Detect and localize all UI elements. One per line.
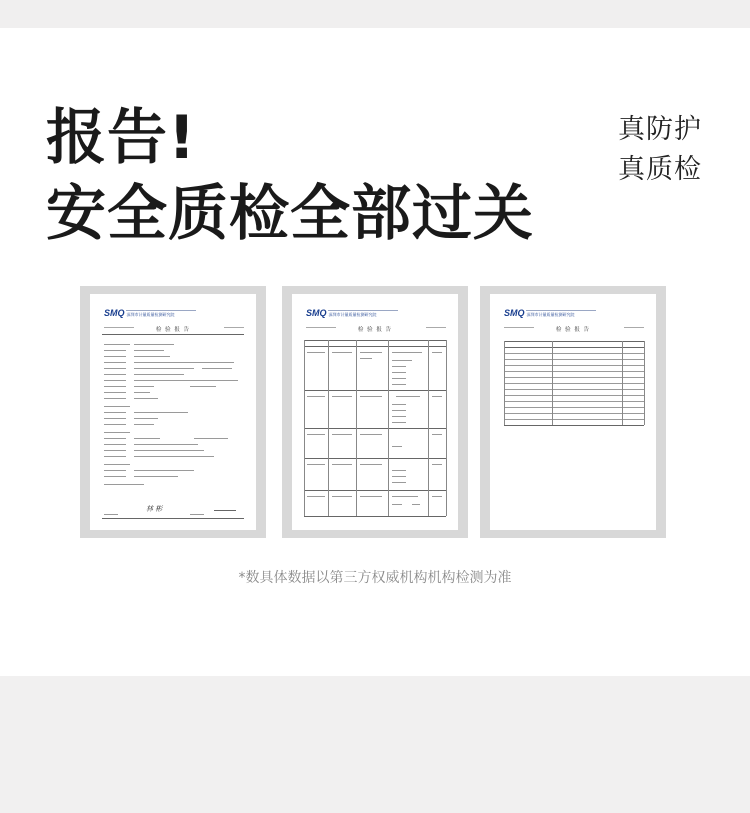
report-card bbox=[80, 286, 266, 538]
page-number bbox=[624, 327, 644, 328]
page-number bbox=[224, 327, 244, 328]
smq-logo: SMQ bbox=[306, 308, 327, 318]
report-card bbox=[282, 286, 468, 538]
institute-name: 深圳市计量质量检测研究院 bbox=[328, 312, 377, 317]
headline bbox=[46, 100, 534, 252]
institute-subline bbox=[126, 310, 196, 311]
side-tag: 真质检 bbox=[618, 154, 702, 185]
report-title: 检 验 报 告 bbox=[555, 327, 591, 333]
bottom-band bbox=[0, 676, 750, 813]
report-title: 检 验 报 告 bbox=[357, 327, 393, 333]
institute-name: 深圳市计量质量检测研究院 bbox=[526, 312, 575, 317]
smq-logo: SMQ bbox=[504, 308, 525, 318]
report-card bbox=[480, 286, 666, 538]
divider bbox=[102, 334, 244, 335]
signature-scribble bbox=[214, 510, 236, 511]
disclaimer-caption: *数具体数据以第三方权威机构机构检测为准 bbox=[238, 570, 512, 586]
report-header bbox=[504, 301, 644, 318]
institute-subline bbox=[526, 310, 596, 311]
side-tag: 真防护 bbox=[618, 114, 702, 145]
institute-name: 深圳市计量质量检测研究院 bbox=[126, 312, 175, 317]
signature: 林 彬 bbox=[146, 505, 163, 513]
report-page bbox=[490, 294, 656, 530]
report-title: 检 验 报 告 bbox=[155, 327, 191, 333]
institute-subline bbox=[328, 310, 398, 311]
top-band bbox=[0, 0, 750, 28]
signature-divider bbox=[102, 518, 244, 519]
report-page bbox=[292, 294, 458, 530]
side-tags bbox=[618, 110, 702, 190]
report-header bbox=[306, 301, 446, 318]
report-page bbox=[90, 294, 256, 530]
report-header bbox=[104, 301, 244, 318]
headline-line-2: 安全质检全部过关 bbox=[46, 179, 534, 249]
signature-label bbox=[104, 514, 118, 515]
smq-logo: SMQ bbox=[104, 308, 125, 318]
page-number bbox=[426, 327, 446, 328]
headline-line-1: 报告! bbox=[46, 103, 197, 173]
signature-label bbox=[190, 514, 204, 515]
